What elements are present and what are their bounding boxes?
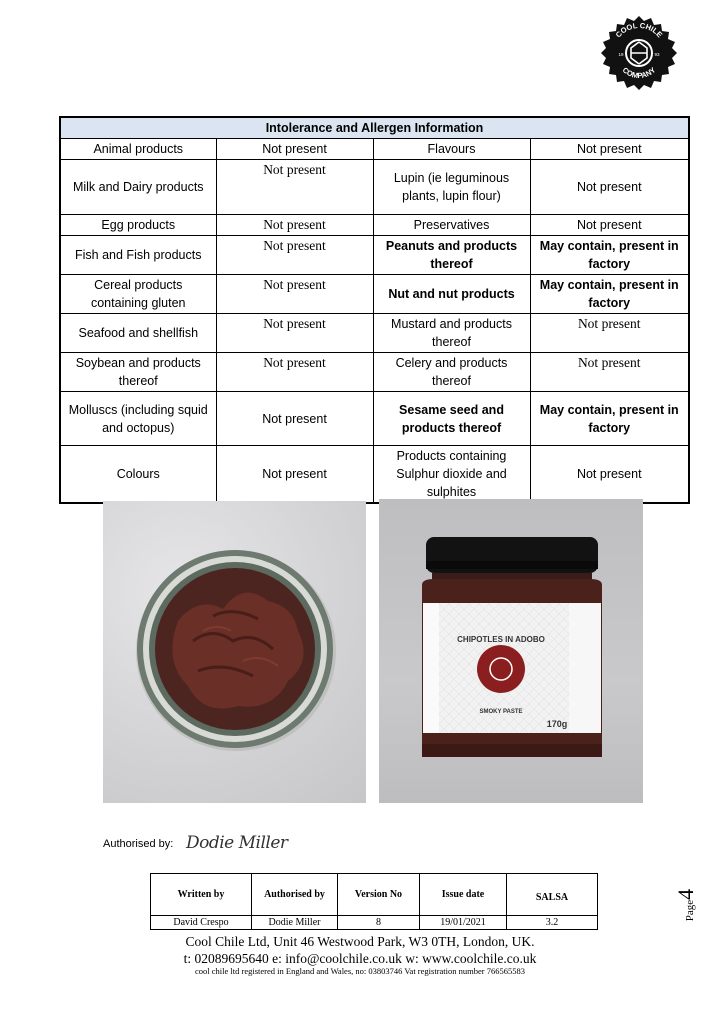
allergen-status: Not present bbox=[530, 215, 689, 236]
allergen-name: Products containing Sulphur dioxide and sulphites bbox=[373, 446, 530, 504]
table-row bbox=[60, 353, 689, 392]
allergen-name: Egg products bbox=[60, 215, 216, 236]
allergen-status: Not present bbox=[530, 139, 689, 160]
allergen-name: Mustard and products thereof bbox=[373, 314, 530, 353]
allergen-status: Not present bbox=[216, 446, 373, 504]
allergen-name: Soybean and products thereof bbox=[60, 353, 216, 392]
allergen-name: Milk and Dairy products bbox=[60, 160, 216, 215]
signature: Dodie Miller bbox=[186, 833, 288, 853]
table-row bbox=[60, 275, 689, 314]
allergen-status: May contain, present in factory bbox=[530, 275, 689, 314]
document-control-table bbox=[150, 873, 598, 930]
allergen-status: Not present bbox=[530, 160, 689, 215]
table-row bbox=[60, 392, 689, 446]
allergen-name: Cereal products containing gluten bbox=[60, 275, 216, 314]
allergen-name: Peanuts and products thereof bbox=[373, 236, 530, 275]
allergen-name: Flavours bbox=[373, 139, 530, 160]
footer-registration: cool chile ltd registered in England and Wales, no: 03803746 Vat registration number 766565583 bbox=[195, 966, 525, 976]
control-header: SALSA bbox=[507, 874, 598, 916]
control-value: Dodie Miller bbox=[252, 916, 338, 930]
table-row bbox=[60, 446, 689, 504]
allergen-name: Nut and nut products bbox=[373, 275, 530, 314]
allergen-name: Sesame seed and products thereof bbox=[373, 392, 530, 446]
control-header: Issue date bbox=[420, 874, 507, 916]
allergen-status: Not present bbox=[216, 392, 373, 446]
logo-text-top: COOL CHILE bbox=[613, 20, 665, 40]
allergen-table-title: Intolerance and Allergen Information bbox=[60, 117, 689, 139]
jar-label-subtitle: SMOKY PASTE bbox=[479, 709, 523, 715]
control-header: Authorised by bbox=[252, 874, 338, 916]
allergen-status: Not present bbox=[216, 215, 373, 236]
table-row bbox=[60, 215, 689, 236]
control-value-row bbox=[151, 916, 598, 930]
control-header: Version No bbox=[338, 874, 420, 916]
allergen-name: Celery and products thereof bbox=[373, 353, 530, 392]
allergen-name: Seafood and shellfish bbox=[60, 314, 216, 353]
allergen-status: Not present bbox=[216, 160, 373, 215]
control-value: David Crespo bbox=[151, 916, 252, 930]
allergen-status: Not present bbox=[216, 353, 373, 392]
product-photo-top-view bbox=[103, 501, 366, 803]
logo-year-left: 19 bbox=[618, 52, 624, 57]
control-value: 19/01/2021 bbox=[420, 916, 507, 930]
control-header: Written by bbox=[151, 874, 252, 916]
allergen-status: May contain, present in factory bbox=[530, 236, 689, 275]
authorised-by-label: Authorised by: bbox=[103, 838, 174, 850]
allergen-table bbox=[59, 116, 690, 504]
table-row bbox=[60, 160, 689, 215]
allergen-name: Colours bbox=[60, 446, 216, 504]
allergen-status: Not present bbox=[216, 236, 373, 275]
allergen-status: May contain, present in factory bbox=[530, 392, 689, 446]
allergen-name: Fish and Fish products bbox=[60, 236, 216, 275]
page-word: Page bbox=[684, 899, 696, 922]
footer-address: Cool Chile Ltd, Unit 46 Westwood Park, W3 0TH, London, UK. bbox=[185, 934, 535, 949]
control-value: 8 bbox=[338, 916, 420, 930]
allergen-status: Not present bbox=[216, 139, 373, 160]
allergen-status: Not present bbox=[530, 446, 689, 504]
logo-text-bottom: COMPANY bbox=[620, 65, 658, 81]
allergen-name: Molluscs (including squid and octopus) bbox=[60, 392, 216, 446]
page-number bbox=[673, 881, 703, 929]
page-number-value: 4 bbox=[673, 888, 698, 900]
allergen-status: Not present bbox=[216, 314, 373, 353]
allergen-status: Not present bbox=[530, 353, 689, 392]
control-header-row bbox=[151, 874, 598, 916]
jar-label-weight: 170g bbox=[546, 719, 568, 729]
allergen-table-header bbox=[60, 117, 689, 139]
allergen-status: Not present bbox=[216, 275, 373, 314]
allergen-name: Animal products bbox=[60, 139, 216, 160]
control-value: 3.2 bbox=[507, 916, 598, 930]
footer-contact: t: 02089695640 e: info@coolchile.co.uk w: www.coolchile.co.uk bbox=[183, 951, 537, 966]
product-photo-jar bbox=[379, 499, 643, 803]
allergen-name: Preservatives bbox=[373, 215, 530, 236]
logo-year-right: 93 bbox=[654, 52, 660, 57]
jar-label-title: CHIPOTLES IN ADOBO bbox=[457, 635, 545, 644]
table-row bbox=[60, 139, 689, 160]
allergen-status: Not present bbox=[530, 314, 689, 353]
allergen-name: Lupin (ie leguminous plants, lupin flour) bbox=[373, 160, 530, 215]
cool-chile-company-logo bbox=[601, 15, 677, 91]
table-row bbox=[60, 236, 689, 275]
table-row bbox=[60, 314, 689, 353]
